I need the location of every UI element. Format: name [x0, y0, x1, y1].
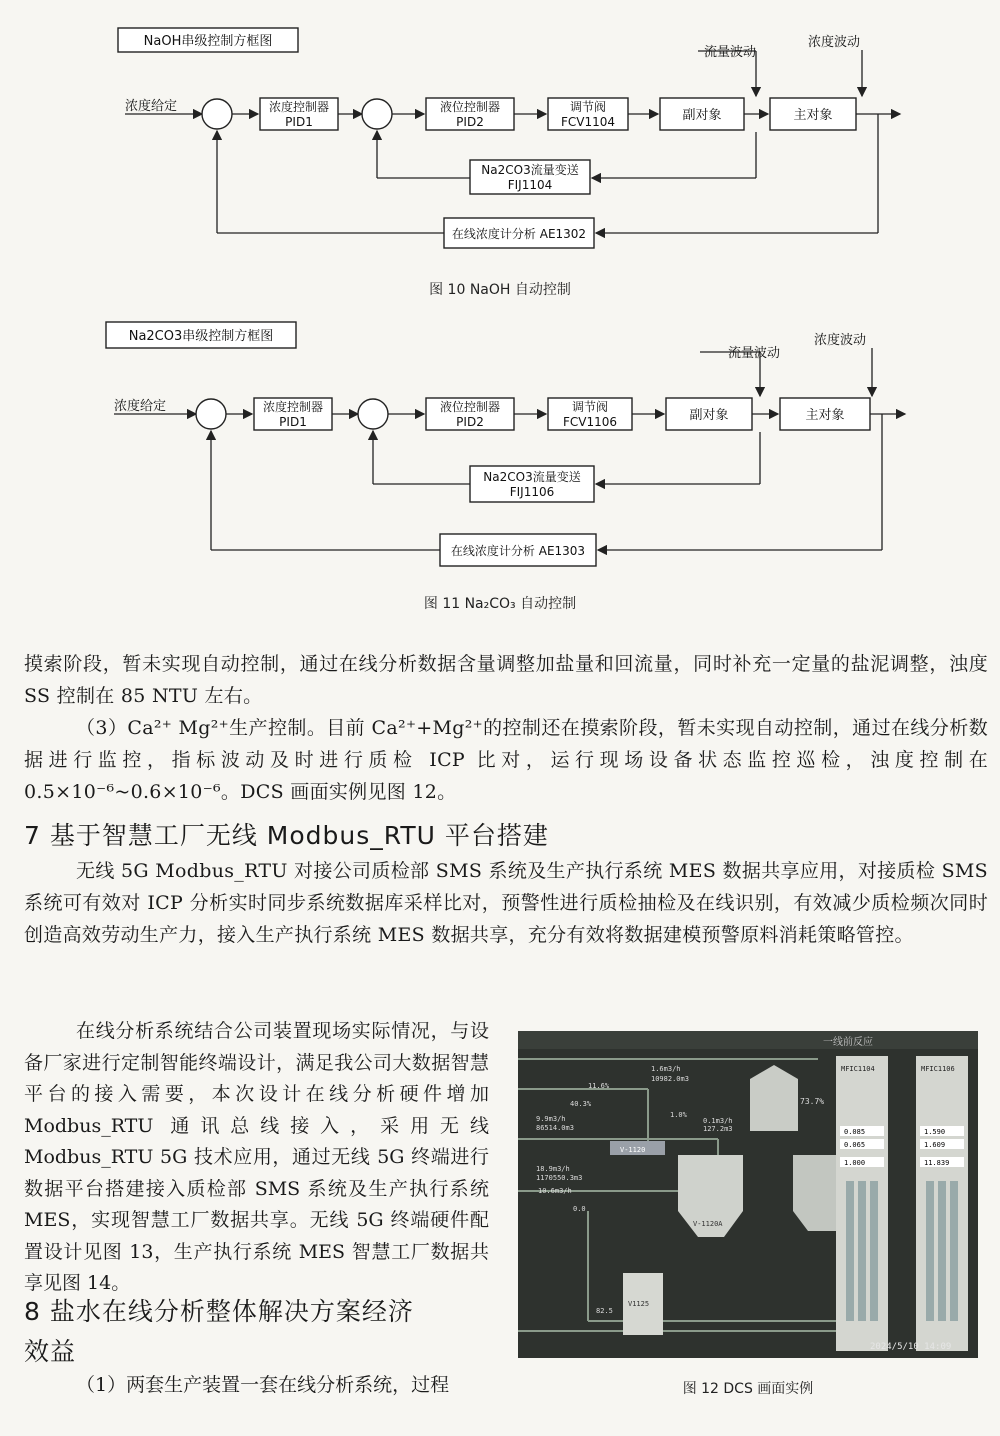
pid1-tag: PID1	[279, 415, 307, 429]
value-bottom: 82.5	[596, 1307, 613, 1315]
value-left: 0.0	[573, 1205, 586, 1213]
pid2-label: 液位控制器	[439, 100, 501, 114]
summing-junction-2	[358, 399, 388, 429]
paragraph: 摸索阶段，暂未实现自动控制，通过在线分析数据含量调整加盐量和回流量，同时补充一定量的盐泥调整，浊度 SS 控制在 85 NTU 左右。	[24, 653, 988, 707]
figure-12-caption: 图 12 DCS 画面实例	[682, 1381, 814, 1397]
faceplate-2-sv: 1.609	[924, 1141, 946, 1149]
flow-disturbance-label: 流量波动	[704, 45, 757, 60]
faceplate-1-mv: 1.000	[844, 1159, 866, 1167]
analyzer-label: 在线浓度计分析 AE1302	[451, 227, 587, 241]
section-8-heading: 8 盐水在线分析整体解决方案经济	[24, 1297, 414, 1326]
faceplate-2-pv: 1.590	[924, 1128, 946, 1136]
tag-v1120: V-1120	[620, 1146, 646, 1154]
section-8-text	[24, 1370, 489, 1402]
sub-object-label: 副对象	[682, 108, 722, 123]
pid1-label: 浓度控制器	[268, 100, 330, 114]
analyzer-label: 在线浓度计分析 AE1303	[450, 544, 586, 558]
body-text-top	[24, 648, 988, 808]
pid2-tag: PID2	[456, 115, 484, 129]
setpoint-label: 浓度给定	[125, 99, 178, 114]
pid1-tag: PID1	[285, 115, 313, 129]
flow-4-total: 1170550.3m3	[536, 1174, 583, 1182]
faceplate-1-title: MFIC1104	[841, 1065, 875, 1073]
faceplate-2-title: MFIC1106	[921, 1065, 955, 1073]
diagram-title: NaOH串级控制方框图	[143, 34, 273, 49]
tag-v1120a: V-1120A	[693, 1220, 723, 1228]
dcs-screen-graphic	[518, 1031, 978, 1358]
pid2-label: 液位控制器	[439, 400, 501, 414]
setpoint-label: 浓度给定	[114, 399, 167, 414]
paragraph: 无线 5G Modbus_RTU 对接公司质检部 SMS 系统及生产执行系统 MES 数据共享应用，对接质检 SMS 系统可有效对 ICP 分析实时同步系统数据库采样比对，预警性进行质检抽检及在线识别，有效减少质检频次同时创造高效劳动生产力，接入生产执行系统 MES 数据共享，充分有效将数据建模预警原料消耗策略管控。	[24, 860, 988, 946]
diagram-title: Na2CO3串级控制方框图	[128, 329, 274, 344]
flow-2-total: 127.2m3	[703, 1125, 733, 1133]
valve-label: 调节阀	[571, 400, 609, 414]
sub-object-label: 副对象	[689, 408, 729, 423]
conc-disturbance-label: 浓度波动	[814, 333, 867, 348]
flow-4: 18.9m3/h	[536, 1165, 570, 1173]
flow-3: 9.9m3/h	[536, 1115, 566, 1123]
value-pct2: 40.3%	[570, 1100, 592, 1108]
dcs-title: 一线前反应	[823, 1037, 873, 1048]
faceplate-2-mv: 11.839	[924, 1159, 950, 1167]
main-object-label: 主对象	[805, 408, 845, 423]
conc-disturbance-label: 浓度波动	[808, 35, 861, 50]
figure-11-diagram	[100, 318, 910, 568]
value-pct3: 1.0%	[670, 1111, 687, 1119]
faceplate-1-sv: 0.065	[844, 1141, 866, 1149]
section-8-heading-cont: 效益	[24, 1337, 77, 1366]
flow-5: 10.6m3/h	[538, 1187, 572, 1195]
summing-junction-1	[196, 399, 226, 429]
section-7-text	[24, 855, 988, 951]
figure-10-diagram	[100, 20, 910, 260]
paragraph: （3）Ca²⁺ Mg²⁺生产控制。目前 Ca²⁺+Mg²⁺的控制还在摸索阶段，暂未实现自动控制，通过在线分析数据进行监控，指标波动及时进行质检 ICP 比对，运行现场设备状态监控巡检，浊度控制在 0.5×10⁻⁶~0.6×10⁻⁶。DCS 画面实例见图 12。	[24, 717, 988, 803]
left-column-text	[24, 1016, 489, 1300]
figure-11-caption: 图 11 Na₂CO₃ 自动控制	[423, 596, 577, 612]
storage-tank	[750, 1065, 798, 1131]
flow-1: 1.6m3/h	[651, 1065, 681, 1073]
tank-level: 73.7%	[800, 1097, 825, 1106]
dcs-screenshot	[518, 1031, 978, 1358]
pid1-label: 浓度控制器	[262, 400, 324, 414]
flow-transmitter-tag: FIJ1106	[509, 485, 555, 499]
valve-label: 调节阀	[569, 100, 607, 114]
faceplate-1-pv: 0.085	[844, 1128, 866, 1136]
flow-1-total: 10982.0m3	[651, 1075, 689, 1083]
tag-v1125: V1125	[628, 1300, 650, 1308]
reactor-v1120b	[793, 1155, 838, 1231]
flow-transmitter-label: Na2CO3流量变送	[481, 163, 579, 177]
flow-disturbance-label: 流量波动	[728, 346, 781, 361]
flow-3-total: 86514.0m3	[536, 1124, 574, 1132]
main-object-label: 主对象	[793, 108, 833, 123]
summing-junction-1	[202, 99, 232, 129]
pid2-tag: PID2	[456, 415, 484, 429]
flow-2: 0.1m3/h	[703, 1117, 733, 1125]
dcs-timestamp: 2024/5/10 14:09	[870, 1342, 952, 1352]
figure-10-caption: 图 10 NaOH 自动控制	[429, 282, 571, 298]
paragraph: （1）两套生产装置一套在线分析系统，过程	[76, 1374, 450, 1396]
summing-junction-2	[362, 99, 392, 129]
flow-transmitter-tag: FIJ1104	[507, 178, 553, 192]
valve-tag: FCV1106	[562, 415, 618, 429]
valve-tag: FCV1104	[560, 115, 616, 129]
paragraph: 在线分析系统结合公司装置现场实际情况，与设备厂家进行定制智能终端设计，满足我公司大数据智慧平台的接入需要，本次设计在线分析硬件增加 Modbus_RTU 通讯总线接入，采用无线 Modbus_RTU 5G 技术应用，通过无线 5G 终端进行数据平台搭建接入质检部 SMS 系统及生产执行系统 MES，实现智慧工厂数据共享。无线 5G 终端硬件配置设计见图 13，生产执行系统 MES 智慧工厂数据共享见图 14。	[24, 1020, 489, 1294]
value-pct1: 11.6%	[588, 1082, 610, 1090]
flow-transmitter-label: Na2CO3流量变送	[483, 470, 581, 484]
section-7-heading: 7 基于智慧工厂无线 Modbus_RTU 平台搭建	[24, 821, 549, 850]
